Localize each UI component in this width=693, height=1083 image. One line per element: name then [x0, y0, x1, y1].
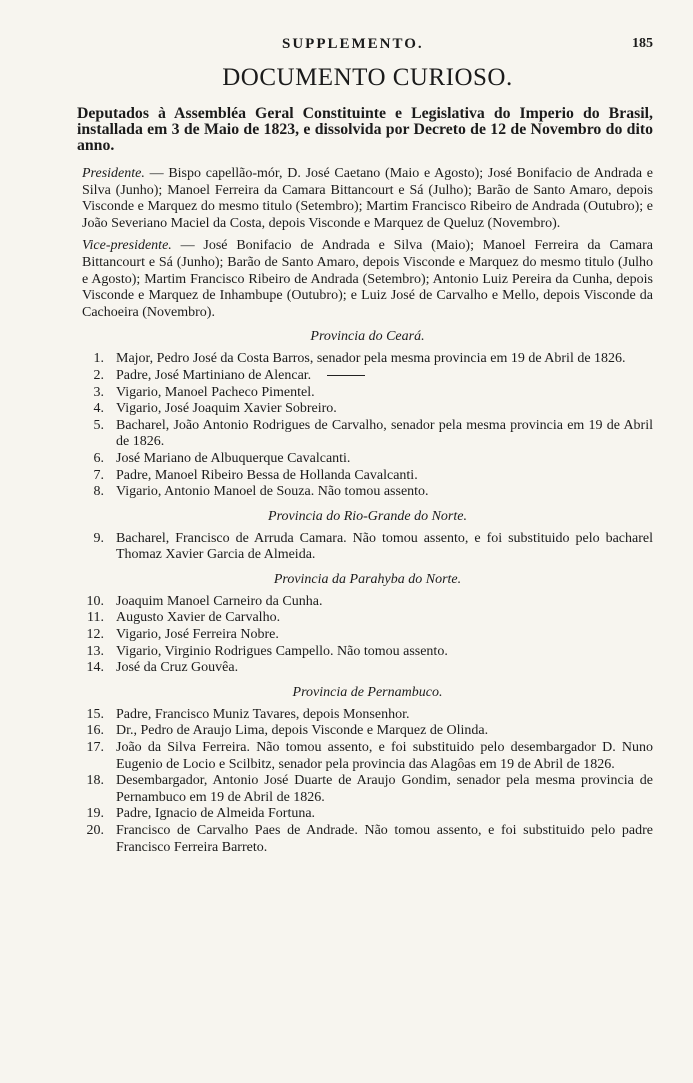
- entry-number: 20.: [86, 823, 104, 838]
- deputy-entry: [82, 823, 653, 856]
- entry-number: 16.: [86, 723, 104, 739]
- province-heading: Provincia de Pernambuco.: [292, 684, 443, 700]
- presidents-text: — Bispo capellão-mór, D. José Caetano (Maio e Agosto); José Bonifacio de Andrada e Silva (Junho); Manoel Ferreira da Camara Bittancourt e Sá (Julho); Barão de Santo Amaro, depois Visconde e Marquez do mesmo titulo (Setembro); Martim Francisco Ribeiro de Andrada (Outubro); e João Severiano Maciel da Costa, depois Visconde e Marquez de Queluz (Novembro).: [82, 166, 653, 231]
- deputy-entry: [82, 806, 653, 823]
- entry-number: 11.: [87, 610, 104, 626]
- section-heading: SUPPLEMENTO.: [282, 36, 424, 52]
- entry-text: Bacharel, Francisco de Arruda Camara. Não tomou assento, e foi substituido pelo bacharel Thomaz Xavier Garcia de Almeida.: [116, 530, 653, 563]
- entry-text: Joaquim Manoel Carneiro da Cunha.: [116, 593, 323, 609]
- entry-number: 4.: [93, 401, 104, 417]
- deputy-entry: [82, 660, 653, 677]
- entry-number: 10.: [86, 593, 104, 609]
- vice-presidents-text: — José Bonifacio de Andrada e Silva (Maio); Manoel Ferreira da Camara Bittancourt e Sá (Junho); Barão de Santo Amaro, depois Visconde e Marquez do mesmo titulo (Julho e Agosto); Martim Francisco Ribeiro de Andrada (Setembro); Antonio Luiz Pereira da Cunha, depois Visconde e Marquez de Inhambupe (Outubro); e Luiz José de Carvalho e Mello, depois Visconde da Cachoeira (Novembro).: [82, 238, 653, 320]
- deputy-entry: [82, 351, 653, 368]
- deputy-entry: [82, 368, 653, 385]
- deputy-entry: [82, 707, 653, 724]
- province-heading: Provincia do Rio-Grande do Norte.: [268, 508, 467, 524]
- entry-text: Padre, Manoel Ribeiro Bessa de Hollanda Cavalcanti.: [116, 467, 418, 483]
- province-heading: Provincia do Ceará.: [310, 329, 425, 345]
- entry-text: Padre, José Martiniano de Alencar.: [116, 367, 312, 383]
- deputy-entry: [82, 723, 653, 740]
- entry-number: 13.: [86, 643, 104, 659]
- entry-text: Vigario, Virginio Rodrigues Campello. Não tomou assento.: [116, 643, 448, 659]
- entry-number: 18.: [86, 773, 104, 789]
- entry-number: 2.: [93, 367, 104, 383]
- entry-number: 17.: [86, 740, 104, 756]
- document-title: DOCUMENTO CURIOSO.: [222, 64, 513, 91]
- entry-text: Vigario, José Ferreira Nobre.: [116, 627, 279, 643]
- deputy-entry: [82, 401, 653, 418]
- deputy-entry: [82, 484, 653, 501]
- deputy-entry: [82, 773, 653, 806]
- entry-text: João da Silva Ferreira. Não tomou assento, e foi substituido pelo desembargador D. Nuno Eugenio de Locio e Scilbitz, senador pela provincia das Alagôas em 19 de Abril de 1826.: [116, 740, 653, 772]
- presidents-label: Presidente.: [82, 166, 145, 181]
- entry-number: 1.: [93, 351, 104, 367]
- entry-number: 12.: [86, 627, 104, 643]
- entry-number: 14.: [86, 660, 104, 676]
- entry-number: 3.: [93, 384, 104, 400]
- entry-text: Desembargador, Antonio José Duarte de Araujo Gondim, senador pela mesma provincia de Pernambuco em 19 de Abril de 1826.: [116, 773, 653, 805]
- entry-text: Padre, Ignacio de Almeida Fortuna.: [116, 806, 316, 822]
- deputy-entry: [82, 531, 653, 564]
- entry-number: 5.: [93, 417, 104, 433]
- entry-number: 9.: [93, 530, 104, 546]
- entry-text: Francisco de Carvalho Paes de Andrade. Não tomou assento, e foi substituido pelo padre Francisco Ferreira Barreto.: [116, 823, 653, 855]
- entry-text: Augusto Xavier de Carvalho.: [116, 610, 281, 626]
- deputy-entry: [82, 418, 653, 451]
- document-subtitle: Deputados à Assembléa Geral Constituinte e Legislativa do Imperio do Brasil, installada em 3 de Maio de 1823, e dissolvida por Decreto de 12 de Novembro do dito anno.: [77, 105, 653, 154]
- entry-text: Vigario, Antonio Manoel de Souza. Não tomou assento.: [116, 484, 429, 500]
- deputy-entry: [82, 385, 653, 402]
- vice-presidents-paragraph: [82, 238, 653, 321]
- entry-number: 7.: [93, 467, 104, 483]
- vice-presidents-label: Vice-presidente.: [82, 238, 172, 254]
- deputy-entry: [82, 594, 653, 611]
- entry-text: Vigario, Manoel Pacheco Pimentel.: [116, 384, 315, 400]
- entry-text: Dr., Pedro de Araujo Lima, depois Visconde e Marquez de Olinda.: [116, 723, 489, 739]
- page-number: 185: [632, 36, 653, 51]
- presidents-paragraph: [82, 166, 653, 232]
- deputy-entry: [82, 644, 653, 661]
- running-header: [82, 30, 653, 54]
- entry-number: 6.: [93, 450, 104, 466]
- entry-text: Vigario, José Joaquim Xavier Sobreiro.: [116, 401, 337, 417]
- entry-text: José da Cruz Gouvêa.: [116, 660, 239, 676]
- deputy-entry: [82, 740, 653, 773]
- entry-text: José Mariano de Albuquerque Cavalcanti.: [116, 450, 351, 466]
- entry-text: Major, Pedro José da Costa Barros, senador pela mesma provincia em 19 de Abril de 1826.: [116, 351, 626, 367]
- entry-number: 19.: [86, 806, 104, 822]
- entry-text: Bacharel, João Antonio Rodrigues de Carvalho, senador pela mesma provincia em 19 de Abril de 1826.: [116, 417, 653, 450]
- deputy-entry: [82, 610, 653, 627]
- rule-mark: [327, 375, 365, 376]
- province-heading: Provincia da Parahyba do Norte.: [273, 571, 462, 587]
- deputy-entry: [82, 468, 653, 485]
- entry-number: 15.: [86, 706, 104, 722]
- deputy-entry: [82, 451, 653, 468]
- deputy-entry: [82, 627, 653, 644]
- entry-number: 8.: [93, 484, 104, 500]
- entry-text: Padre, Francisco Muniz Tavares, depois Monsenhor.: [116, 706, 410, 722]
